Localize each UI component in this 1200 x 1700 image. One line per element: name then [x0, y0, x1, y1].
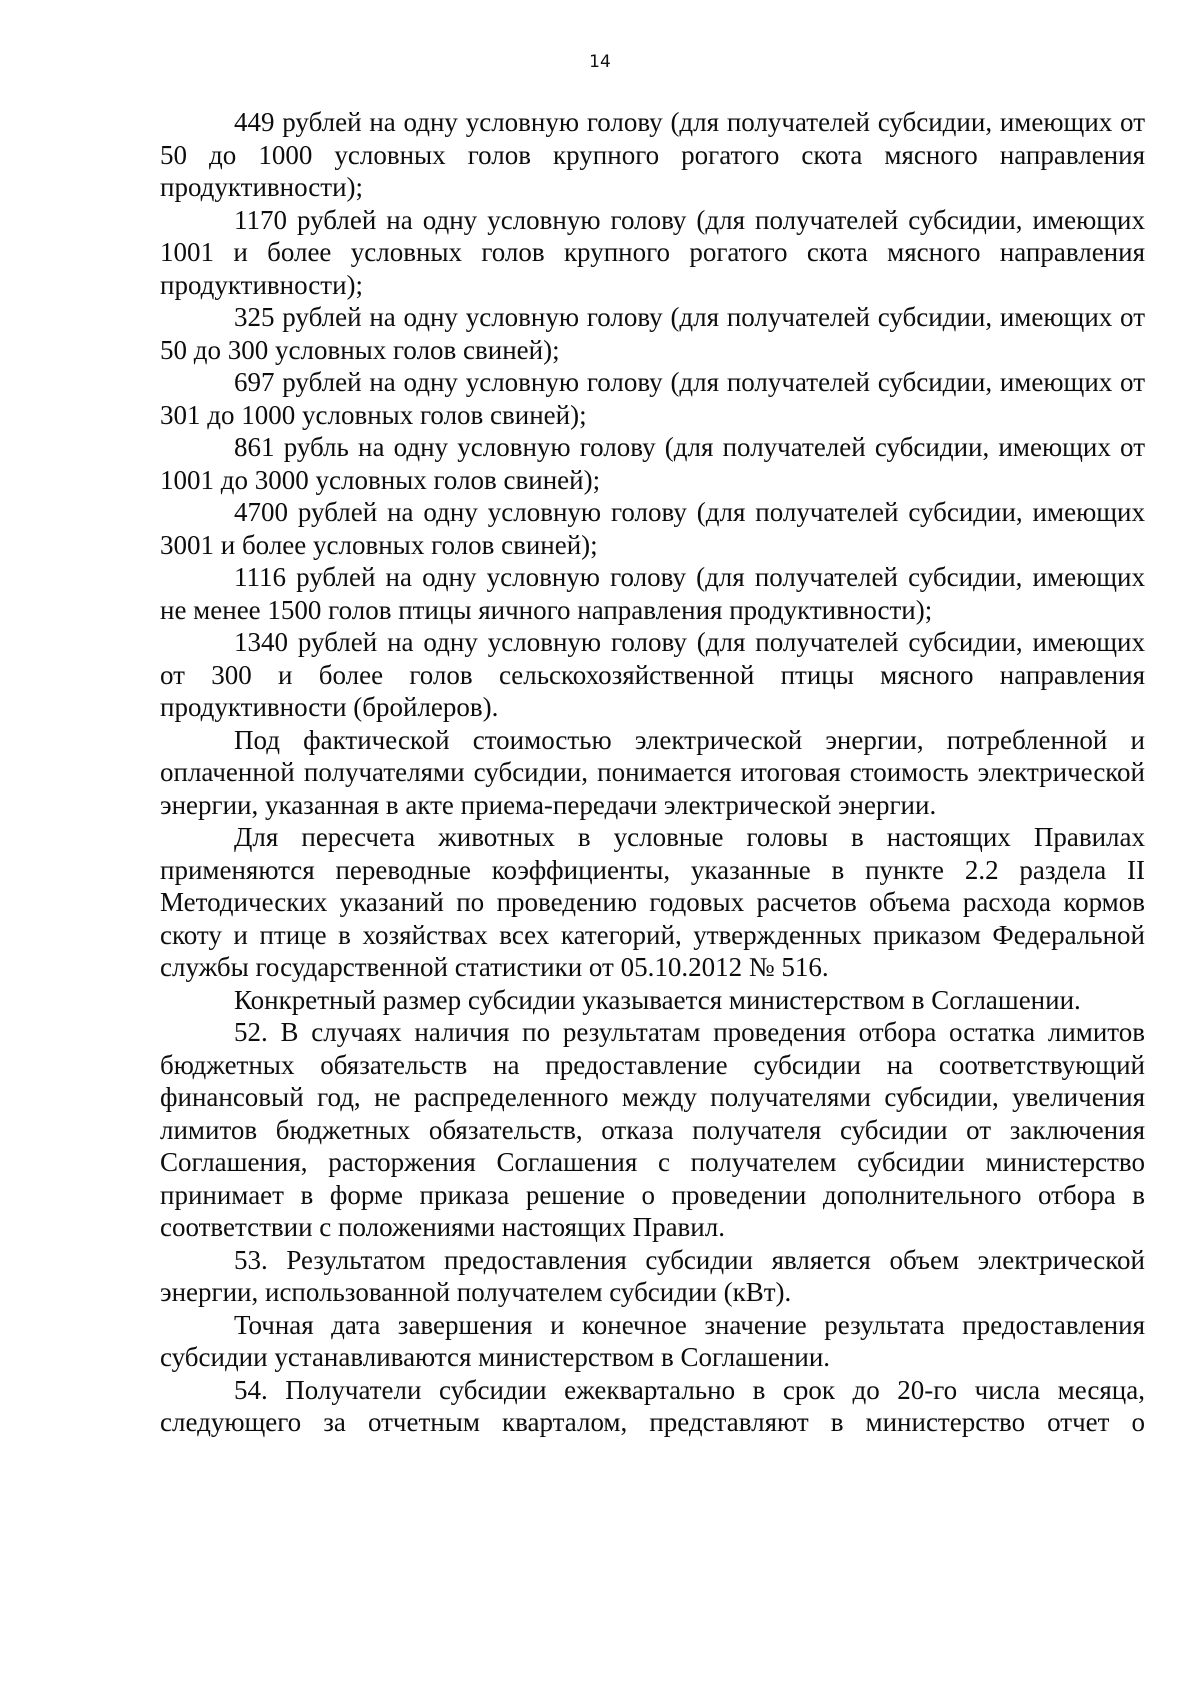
paragraph-rate-449: 449 рублей на одну условную голову (для получателей субсидии, имеющих от 50 до 1000 условных голов крупного рогатого скота мясного направления продуктивности);: [160, 107, 1145, 202]
paragraph-rate-697: 697 рублей на одну условную голову (для получателей субсидии, имеющих от 301 до 1000 условных голов свиней);: [160, 367, 1145, 430]
paragraph-actual-cost: Под фактической стоимостью электрической энергии, потребленной и оплаченной получателями субсидии, понимается итоговая стоимость электрической энергии, указанная в акте приема-передачи электрической энергии.: [160, 724, 1145, 820]
document-body: [160, 106, 1145, 1439]
paragraph-rate-1116: 1116 рублей на одну условную голову (для получателей субсидии, имеющих не менее 1500 голов птицы яичного направления продуктивности);: [160, 562, 1145, 625]
paragraph-conversion-coefficients: Для пересчета животных в условные головы в настоящих Правилах применяются переводные коэффициенты, указанные в пункте 2.2 раздела II Методических указаний по проведению годовых расчетов объема расхода кормов скоту и птице в хозяйствах всех категорий, утвержденных приказом Федеральной службы государственной статистики от 05.10.2012 № 516.: [160, 822, 1145, 982]
paragraph-result-date: Точная дата завершения и конечное значение результата предоставления субсидии устанавливаются министерством в Соглашении.: [160, 1309, 1145, 1372]
paragraph-rate-4700: 4700 рублей на одну условную голову (для получателей субсидии, имеющих 3001 и более условных голов свиней);: [160, 497, 1145, 560]
paragraph-clause-52: 52. В случаях наличия по результатам проведения отбора остатка лимитов бюджетных обязательств на предоставление субсидии на соответствующий финансовый год, не распределенного между получателями субсидии, увеличения лимитов бюджетных обязательств, отказа получателя субсидии от заключения Соглашения, расторжения Соглашения с получателем субсидии министерство принимает в форме приказа решение о проведении дополнительного отбора в соответствии с положениями настоящих Правил.: [160, 1017, 1145, 1242]
paragraph-subsidy-amount: Конкретный размер субсидии указывается министерством в Соглашении.: [234, 984, 1081, 1015]
paragraph-rate-861: 861 рубль на одну условную голову (для получателей субсидии, имеющих от 1001 до 3000 условных голов свиней);: [160, 432, 1145, 495]
paragraph-rate-1170: 1170 рублей на одну условную голову (для получателей субсидии, имеющих 1001 и более условных голов крупного рогатого скота мясного направления продуктивности);: [160, 204, 1145, 300]
paragraph-clause-54: 54. Получатели субсидии ежеквартально в срок до 20-го числа месяца, следующего за отчетным кварталом, представляют в министерство отчет о: [160, 1374, 1145, 1437]
paragraph-rate-1340: 1340 рублей на одну условную голову (для получателей субсидии, имеющих от 300 и более голов сельскохозяйственной птицы мясного направления продуктивности (бройлеров).: [160, 627, 1145, 722]
page-number: 14: [589, 52, 611, 72]
paragraph-clause-53: 53. Результатом предоставления субсидии является объем электрической энергии, использованной получателем субсидии (кВт).: [160, 1244, 1145, 1307]
paragraph-rate-325: 325 рублей на одну условную голову (для получателей субсидии, имеющих от 50 до 300 условных голов свиней);: [160, 302, 1145, 365]
